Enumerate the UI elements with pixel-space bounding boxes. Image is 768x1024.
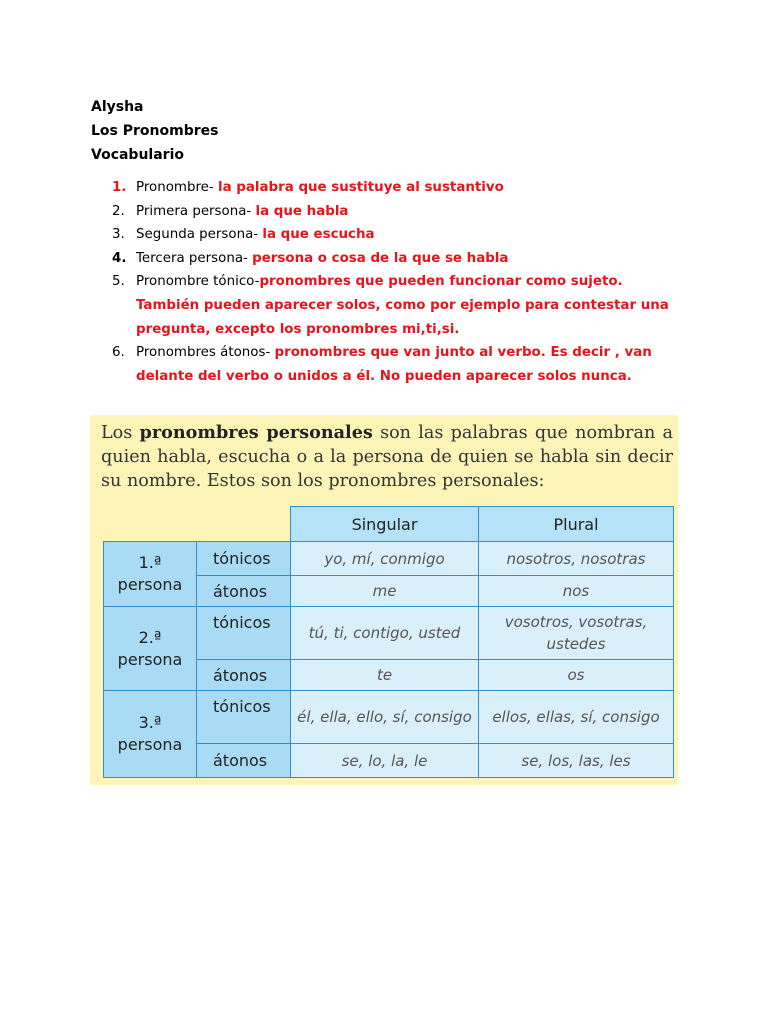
plural-value: os: [479, 660, 674, 691]
vocab-definition: pronombres que pueden funcionar como sujeto. También pueden aparecer solos, como por ejemplo para contestar una pregunta, excepto los pronombres mi,ti,si.: [136, 274, 669, 337]
singular-value: él, ella, ello, sí, consigo: [291, 691, 479, 744]
item-number: 4.: [112, 250, 127, 266]
person-number: 1.ª: [138, 553, 162, 572]
singular-value: te: [291, 660, 479, 691]
vocab-item: [112, 247, 672, 271]
vocab-item: [112, 200, 672, 224]
column-header-singular: Singular: [291, 507, 479, 542]
item-number: 1.: [112, 180, 127, 195]
table-header-row: [104, 507, 674, 542]
singular-value: me: [291, 576, 479, 607]
tonicos-label: tónicos: [197, 691, 291, 744]
vocab-item: [112, 270, 672, 341]
person-word: persona: [117, 735, 183, 754]
singular-value: se, lo, la, le: [291, 744, 479, 778]
column-header-plural: Plural: [479, 507, 674, 542]
tonicos-label: tónicos: [197, 542, 291, 576]
vocab-term: Primera persona-: [136, 203, 256, 219]
vocab-definition: la que escucha: [262, 227, 375, 243]
author-name: Alysha: [91, 99, 144, 115]
vocab-item: [112, 223, 672, 247]
person-word: persona: [117, 649, 183, 669]
tonicos-label: tónicos: [197, 607, 291, 660]
singular-value: yo, mí, conmigo: [291, 542, 479, 576]
person-number: 3.ª: [138, 713, 162, 732]
document-header: [91, 95, 218, 167]
table-row: [104, 691, 674, 744]
item-number: 5.: [112, 274, 125, 290]
person-cell: [104, 542, 197, 607]
section-heading: Vocabulario: [91, 147, 184, 163]
vocab-term: Pronombre tónico-: [136, 274, 260, 290]
plural-value: nosotros, nosotras: [479, 542, 674, 576]
vocab-term: Segunda persona-: [136, 227, 263, 243]
item-number: 2.: [112, 203, 125, 219]
intro-rest: son las palabras que nombran a quien habla, escucha o a la persona de quien se habla sin decir su nombre. Estos son los pronombres personales:: [101, 423, 674, 491]
intro-keyword: pronombres personales: [139, 422, 373, 443]
atonos-label: átonos: [197, 660, 291, 691]
singular-value: tú, ti, contigo, usted: [291, 607, 479, 660]
vocab-term: Pronombres átonos-: [136, 345, 275, 361]
vocab-term: Pronombre-: [136, 180, 219, 195]
vocab-item: [112, 176, 672, 200]
intro-lead: Los: [101, 423, 140, 443]
vocab-definition: pronombres que van junto al verbo. Es decir , van delante del verbo o unidos a él. No pueden aparecer solos nunca.: [136, 345, 652, 384]
person-cell: [104, 607, 197, 691]
plural-value: se, los, las, les: [479, 744, 674, 778]
plural-value: ellos, ellas, sí, consigo: [479, 691, 674, 744]
atonos-label: átonos: [197, 576, 291, 607]
empty-corner: [104, 507, 291, 542]
vocab-term: Tercera persona-: [136, 250, 253, 266]
vocab-item: [112, 341, 672, 388]
person-cell: [104, 691, 197, 778]
pronouns-info-box: [90, 415, 678, 785]
table-row: [104, 542, 674, 576]
item-number: 6.: [112, 345, 125, 361]
personal-pronouns-table: [103, 506, 674, 778]
person-number: 2.ª: [138, 627, 162, 647]
item-number: 3.: [112, 227, 125, 243]
vocab-definition: persona o cosa de la que se habla: [252, 250, 509, 266]
plural-value: nos: [479, 576, 674, 607]
vocab-definition: la que habla: [255, 203, 349, 219]
person-word: persona: [117, 575, 183, 594]
vocab-definition: la palabra que sustituye al sustantivo: [218, 180, 504, 195]
atonos-label: átonos: [197, 744, 291, 778]
vocabulary-list: [112, 176, 672, 388]
plural-value: vosotros, vosotras, ustedes: [479, 607, 674, 660]
table-row: [104, 607, 674, 660]
intro-paragraph: [101, 421, 673, 493]
document-title: Los Pronombres: [91, 123, 219, 139]
